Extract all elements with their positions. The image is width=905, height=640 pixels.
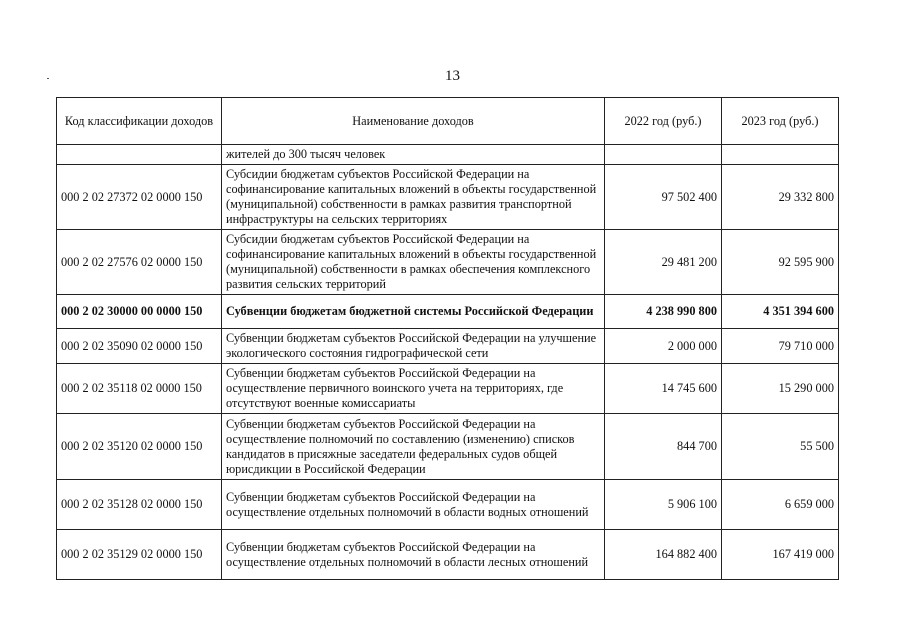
header-2022: 2022 год (руб.) xyxy=(605,98,722,145)
cell-code: 000 2 02 35120 02 0000 150 xyxy=(57,414,222,480)
cell-name: Субвенции бюджетам субъектов Российской Федерации на осуществление первичного воинского учета на территориях, где отсутствуют военные комиссариаты xyxy=(222,364,605,414)
cell-name: жителей до 300 тысяч человек xyxy=(222,145,605,165)
cell-name: Субвенции бюджетам бюджетной системы Российской Федерации xyxy=(222,295,605,329)
cell-2022 xyxy=(605,145,722,165)
cell-2023: 6 659 000 xyxy=(722,480,839,530)
header-code: Код классификации доходов xyxy=(57,98,222,145)
cell-code: 000 2 02 35129 02 0000 150 xyxy=(57,530,222,580)
scan-artifact xyxy=(47,78,49,79)
cell-2023: 167 419 000 xyxy=(722,530,839,580)
table-row xyxy=(57,364,839,414)
cell-name: Субсидии бюджетам субъектов Российской Федерации на софинансирование капитальных вложений в объекты государственной (муниципальной) собственности в рамках обеспечения комплексного развития сельских территорий xyxy=(222,230,605,295)
cell-2023: 29 332 800 xyxy=(722,165,839,230)
cell-name: Субвенции бюджетам субъектов Российской Федерации на улучшение экологического состояния гидрографической сети xyxy=(222,329,605,364)
table-row xyxy=(57,295,839,329)
cell-2022: 4 238 990 800 xyxy=(605,295,722,329)
cell-2023: 15 290 000 xyxy=(722,364,839,414)
cell-2022: 5 906 100 xyxy=(605,480,722,530)
page-number: 13 xyxy=(445,68,460,84)
income-table xyxy=(56,97,839,580)
table-row xyxy=(57,230,839,295)
cell-code: 000 2 02 35090 02 0000 150 xyxy=(57,329,222,364)
cell-name: Субвенции бюджетам субъектов Российской Федерации на осуществление отдельных полномочий в области водных отношений xyxy=(222,480,605,530)
cell-2023: 55 500 xyxy=(722,414,839,480)
cell-2022: 844 700 xyxy=(605,414,722,480)
table-row xyxy=(57,145,839,165)
cell-2022: 29 481 200 xyxy=(605,230,722,295)
cell-2022: 2 000 000 xyxy=(605,329,722,364)
cell-2023: 79 710 000 xyxy=(722,329,839,364)
table-row xyxy=(57,480,839,530)
cell-name: Субвенции бюджетам субъектов Российской Федерации на осуществление отдельных полномочий в области лесных отношений xyxy=(222,530,605,580)
table-row xyxy=(57,329,839,364)
cell-code: 000 2 02 27576 02 0000 150 xyxy=(57,230,222,295)
cell-2023: 92 595 900 xyxy=(722,230,839,295)
cell-2023: 4 351 394 600 xyxy=(722,295,839,329)
cell-name: Субвенции бюджетам субъектов Российской Федерации на осуществление полномочий по составлению (изменению) списков кандидатов в присяжные заседатели федеральных судов общей юрисдикции в Российской Федерации xyxy=(222,414,605,480)
cell-2022: 164 882 400 xyxy=(605,530,722,580)
table-row xyxy=(57,530,839,580)
cell-name: Субсидии бюджетам субъектов Российской Федерации на софинансирование капитальных вложений в объекты государственной (муниципальной) собственности в рамках развития транспортной инфраструктуры на сельских территориях xyxy=(222,165,605,230)
cell-code xyxy=(57,145,222,165)
cell-code: 000 2 02 35128 02 0000 150 xyxy=(57,480,222,530)
header-name: Наименование доходов xyxy=(222,98,605,145)
cell-code: 000 2 02 27372 02 0000 150 xyxy=(57,165,222,230)
header-2023: 2023 год (руб.) xyxy=(722,98,839,145)
cell-code: 000 2 02 30000 00 0000 150 xyxy=(57,295,222,329)
table-row xyxy=(57,165,839,230)
table-row xyxy=(57,414,839,480)
cell-code: 000 2 02 35118 02 0000 150 xyxy=(57,364,222,414)
cell-2022: 14 745 600 xyxy=(605,364,722,414)
table-header-row xyxy=(57,98,839,145)
table-body xyxy=(57,145,839,580)
cell-2023 xyxy=(722,145,839,165)
cell-2022: 97 502 400 xyxy=(605,165,722,230)
